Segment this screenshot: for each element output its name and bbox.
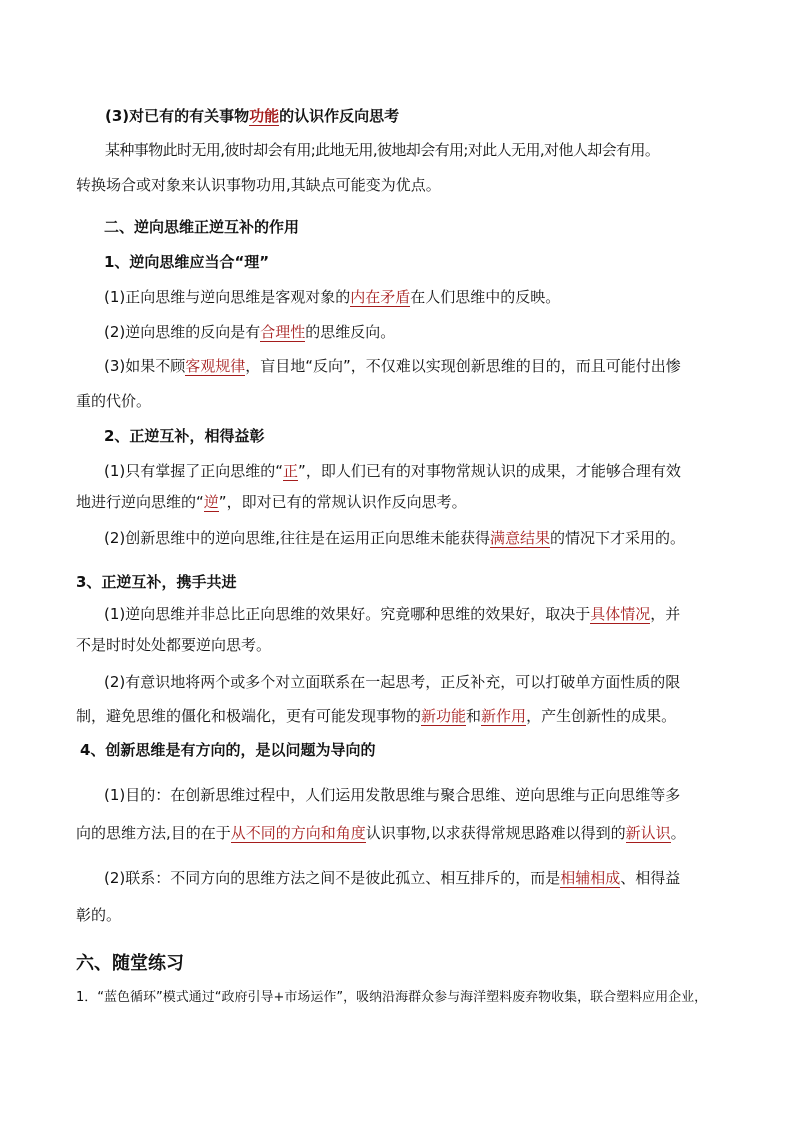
- text-segment: 的思维反向。: [305, 323, 396, 341]
- text-segment: ，并: [650, 605, 681, 623]
- text-segment: 转换场合或对象来认识事物功用,其缺点可能变为优点。: [76, 176, 441, 194]
- text-segment: 3、正逆互补，携手共进: [76, 573, 237, 591]
- paragraph-line: [76, 635, 271, 655]
- text-segment: (3)对已有的有关事物: [105, 107, 250, 125]
- keyword-highlight: 满意结果: [490, 529, 551, 547]
- paragraph-line: [104, 287, 560, 307]
- text-segment: (1)只有掌握了正向思维的“: [104, 462, 284, 480]
- paragraph-line: [76, 391, 151, 411]
- text-segment: 。: [670, 824, 686, 842]
- keyword-highlight: 逆: [203, 493, 219, 511]
- subheading-4: [80, 740, 375, 760]
- text-segment: (2)有意识地将两个或多个对立面联系在一起思考，正反补充，可以打破单方面性质的限: [104, 673, 681, 691]
- keyword-highlight: 新作用: [481, 707, 527, 725]
- text-segment: 不是时时处处都要逆向思考。: [76, 636, 272, 654]
- paragraph-line: [104, 528, 685, 548]
- keyword-highlight: 新功能: [421, 707, 467, 725]
- text-segment: 某种事物此时无用,彼时却会有用;此地无用,彼地却会有用;对此人无用,对他人却会有用。: [105, 141, 660, 159]
- text-segment: 彰的。: [76, 906, 122, 924]
- keyword-highlight: 正: [283, 462, 299, 480]
- keyword-highlight: 具体情况: [590, 605, 651, 623]
- text-segment: (2)联系：不同方向的思维方法之间不是彼此孤立、相互排斥的，而是: [104, 869, 561, 887]
- keyword-highlight: 新认识: [625, 824, 671, 842]
- subheading-1: [104, 252, 269, 272]
- text-segment: ”，即对已有的常规认识作反向思考。: [218, 493, 467, 511]
- text-segment: 2、正逆互补，相得益彰: [104, 427, 265, 445]
- text-segment: (1)目的：在创新思维过程中，人们运用发散思维与聚合思维、逆向思维与正向思维等多: [104, 786, 681, 804]
- text-segment: (3)如果不顾: [104, 357, 186, 375]
- text-segment: ，盲目地“反向”，不仅难以实现创新思维的目的，而且可能付出惨: [245, 357, 681, 375]
- keyword-highlight: 功能: [249, 107, 280, 125]
- text-segment: 1、逆向思维应当合“理”: [104, 253, 270, 271]
- paragraph-line: [104, 461, 681, 481]
- text-segment: ”，即人们已有的对事物常规认识的成果，才能够合理有效: [298, 462, 681, 480]
- text-segment: 制，避免思维的僵化和极端化，更有可能发现事物的: [76, 707, 422, 725]
- paragraph-line: [104, 672, 680, 692]
- paragraph-line: [76, 706, 676, 726]
- text-segment: (1)正向思维与逆向思维是客观对象的: [104, 288, 351, 306]
- paragraph-line: [76, 823, 686, 843]
- text-segment: 在人们思维中的反映。: [410, 288, 561, 306]
- line-3: [105, 106, 399, 126]
- paragraph-line: [104, 785, 680, 805]
- paragraph-line: [105, 140, 659, 160]
- paragraph-line: [104, 322, 395, 342]
- paragraph-line: [104, 868, 680, 888]
- text-segment: (2)创新思维中的逆向思维,往往是在运用正向思维未能获得: [104, 529, 491, 547]
- text-segment: 和: [466, 707, 482, 725]
- keyword-highlight: 相辅相成: [560, 869, 621, 887]
- text-segment: (2)逆向思维的反向是有: [104, 323, 261, 341]
- keyword-highlight: 合理性: [260, 323, 306, 341]
- section-heading-2: [104, 217, 299, 237]
- text-segment: 二、逆向思维正逆互补的作用: [104, 218, 300, 236]
- subheading-2: [104, 426, 264, 446]
- text-segment: 1．“蓝色循环”模式通过“政府引导+市场运作”，吸纳沿海群众参与海洋塑料废弃物收集，联合塑料应用企业，: [76, 990, 708, 1005]
- text-segment: 地进行逆向思维的“: [76, 493, 204, 511]
- text-segment: 向的思维方法,目的在于: [76, 824, 231, 842]
- keyword-highlight: 客观规律: [185, 357, 246, 375]
- text-segment: 的情况下才采用的。: [550, 529, 686, 547]
- text-segment: 认识事物,以求获得常规思路难以得到的: [365, 824, 626, 842]
- text-segment: ，产生创新性的成果。: [526, 707, 677, 725]
- paragraph-line: [104, 604, 680, 624]
- paragraph-line: [76, 492, 467, 512]
- text-segment: 六、随堂练习: [76, 953, 184, 974]
- paragraph-line: [104, 356, 681, 376]
- text-segment: 重的代价。: [76, 392, 152, 410]
- text-segment: 4、创新思维是有方向的，是以问题为导向的: [80, 741, 376, 759]
- text-segment: (1)逆向思维并非总比正向思维的效果好。究竟哪种思维的效果好，取决于: [104, 605, 591, 623]
- keyword-highlight: 内在矛盾: [350, 288, 411, 306]
- text-segment: 、相得益: [620, 869, 681, 887]
- question-line: [76, 988, 707, 1008]
- paragraph-line: [76, 175, 441, 195]
- paragraph-line: [76, 905, 121, 925]
- text-segment: 的认识作反向思考: [279, 107, 400, 125]
- subheading-3: [76, 572, 236, 592]
- keyword-highlight: 从不同的方向和角度: [230, 824, 366, 842]
- section-heading-6: [76, 952, 184, 976]
